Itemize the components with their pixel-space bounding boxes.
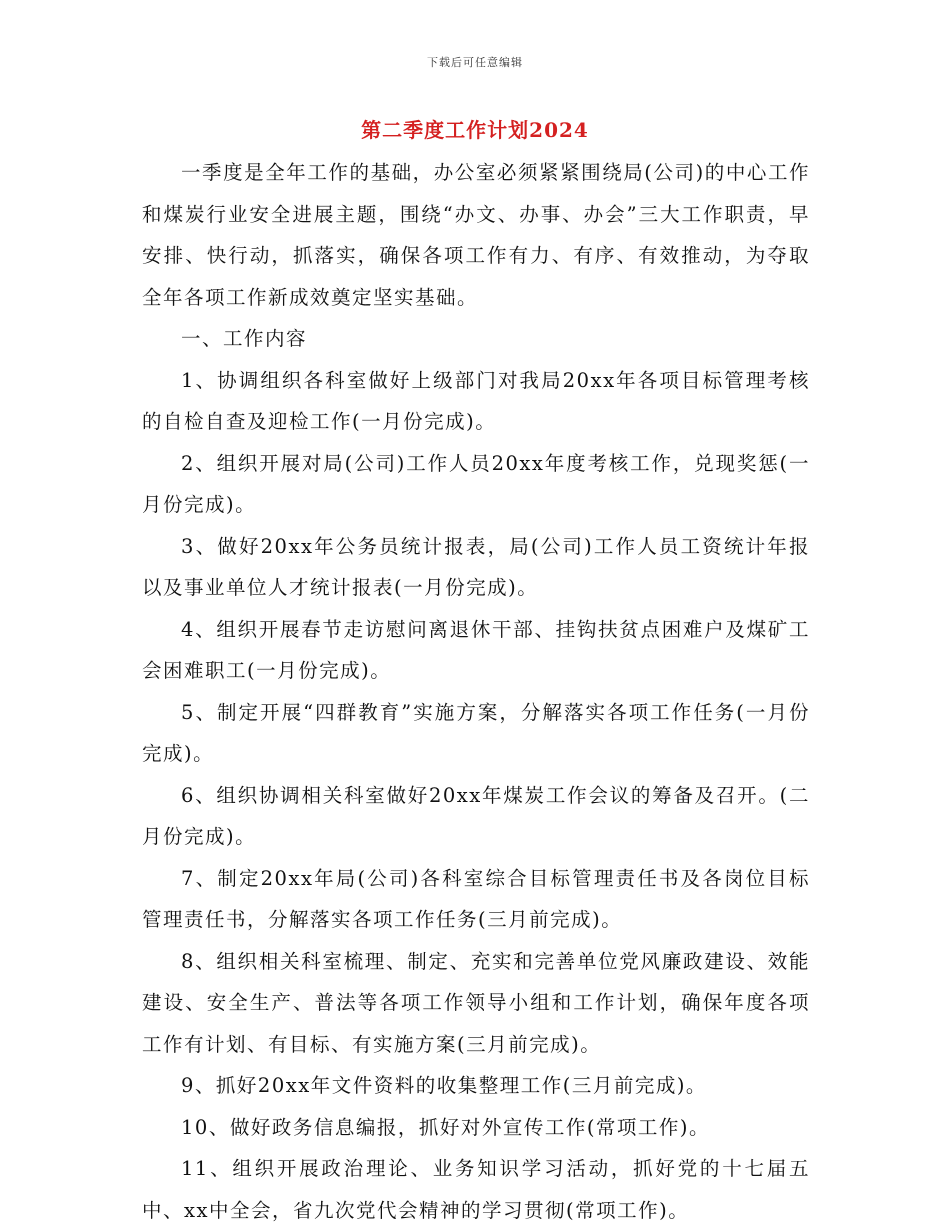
document-body [142,152,810,1231]
list-item: 2、组织开展对局(公司)工作人员20xx年度考核工作，兑现奖惩(一月份完成)。 [142,451,810,516]
list-item: 7、制定20xx年局(公司)各科室综合目标管理责任书及各岗位目标管理责任书，分解落实各项工作任务(三月前完成)。 [142,866,810,931]
list-item: 5、制定开展“四群教育”实施方案，分解落实各项工作任务(一月份完成)。 [142,700,810,765]
list-item: 11、组织开展政治理论、业务知识学习活动，抓好党的十七届五中、xx中全会，省九次党代会精神的学习贯彻(常项工作)。 [142,1157,810,1222]
header-note: 下载后可任意编辑 [427,56,523,69]
list-item: 1、协调组织各科室做好上级部门对我局20xx年各项目标管理考核的自检自查及迎检工作(一月份完成)。 [142,368,810,433]
list-item: 8、组织相关科室梳理、制定、充实和完善单位党风廉政建设、效能建设、安全生产、普法等各项工作领导小组和工作计划，确保年度各项工作有计划、有目标、有实施方案(三月前完成)。 [142,949,810,1056]
list-item: 10、做好政务信息编报，抓好对外宣传工作(常项工作)。 [181,1115,711,1139]
section-heading: 一、工作内容 [181,327,308,350]
document-title: 第二季度工作计划2024 [361,118,589,142]
list-item: 6、组织协调相关科室做好20xx年煤炭工作会议的筹备及召开。(二月份完成)。 [142,783,810,848]
list-item: 9、抓好20xx年文件资料的收集整理工作(三月前完成)。 [181,1074,707,1097]
list-item: 3、做好20xx年公务员统计报表，局(公司)工作人员工资统计年报以及事业单位人才统计报表(一月份完成)。 [142,534,810,599]
list-item: 4、组织开展春节走访慰问离退休干部、挂钩扶贫点困难户及煤矿工会困难职工(一月份完成)。 [142,617,810,682]
intro-paragraph: 一季度是全年工作的基础，办公室必须紧紧围绕局(公司)的中心工作和煤炭行业安全进展主题，围绕“办文、办事、办会”三大工作职责，早安排、快行动，抓落实，确保各项工作有力、有序、有效推动，为夺取全年各项工作新成效奠定坚实基础。 [142,161,810,309]
